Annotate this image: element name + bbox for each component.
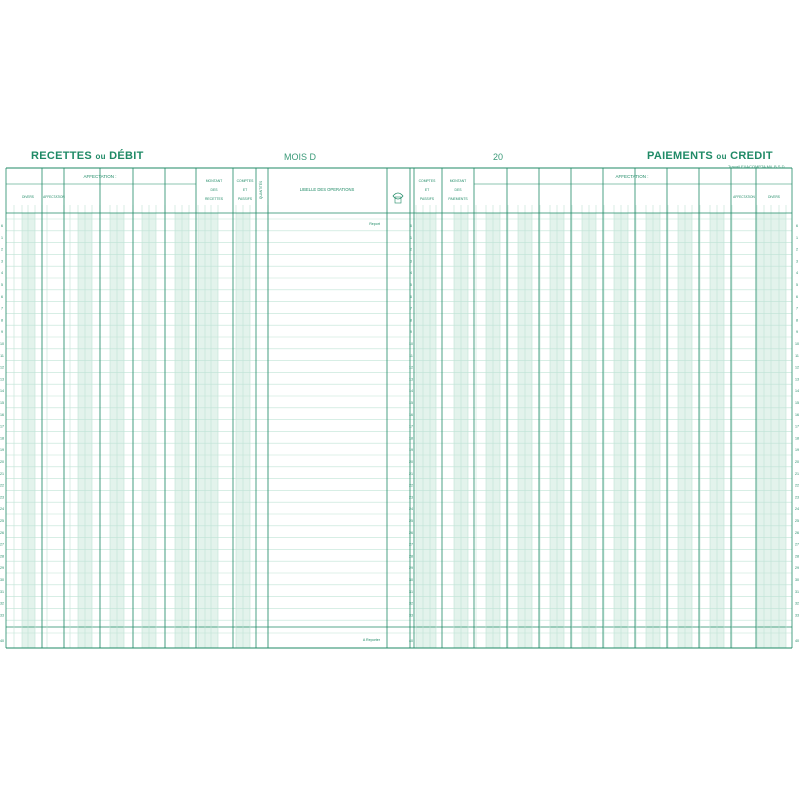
right-affectation-header: AFFECTATION :	[615, 174, 649, 179]
row-number: 31	[409, 589, 413, 594]
left-montant-header: RECETTES	[204, 197, 224, 201]
right-montant-header: PAIEMENTS	[448, 197, 468, 201]
row-number: 18	[0, 436, 4, 441]
row-number: 33	[795, 613, 799, 618]
row-number: 30	[409, 578, 413, 582]
row-number: 19	[795, 448, 799, 453]
row-number-total: 40	[795, 639, 799, 643]
row-number: 3	[1, 259, 3, 264]
row-number: 15	[409, 401, 413, 405]
left-comptes-header: PASSIFS	[237, 197, 253, 201]
left-comptes-header: COMPTES	[236, 179, 254, 183]
row-number: 29	[0, 566, 4, 571]
row-number: 8	[410, 318, 412, 323]
row-number: 6	[410, 224, 412, 228]
row-number: 4	[410, 271, 412, 276]
row-number: 1	[796, 235, 798, 240]
row-number: 10	[795, 342, 799, 346]
payments-title: PAIEMENTS ou CREDIT	[647, 150, 773, 162]
receipts-title: RECETTES ou DÉBIT	[31, 150, 144, 162]
row-number: 6	[1, 294, 3, 299]
row-number: 13	[0, 377, 4, 382]
row-number: 2	[410, 247, 412, 252]
row-number: 4	[1, 271, 3, 276]
row-number: 22	[409, 483, 413, 488]
row-number: 26	[0, 530, 4, 535]
left-affectation-header: AFFECTATION :	[83, 174, 117, 179]
row-number: 19	[0, 448, 4, 453]
row-number: 12	[409, 365, 413, 370]
row-number: 7	[1, 306, 3, 311]
row-number: 3	[410, 259, 412, 264]
row-number: 25	[409, 519, 413, 523]
row-number: 31	[0, 589, 4, 594]
left-divers-header: DIVERS	[22, 195, 34, 199]
row-number: 29	[409, 566, 413, 571]
row-number: 33	[0, 613, 4, 618]
row-number: 8	[796, 318, 798, 323]
row-number: 17	[0, 424, 4, 429]
row-number: 15	[0, 401, 4, 405]
libelle-header: LIBELLE DES OPERATIONS	[299, 187, 355, 192]
row-number: 7	[796, 306, 798, 311]
right-comptes-header: COMPTES	[418, 179, 436, 183]
row-number: 22	[0, 483, 4, 488]
row-number: 1	[410, 235, 412, 240]
left-comptes-header: ET	[242, 188, 248, 192]
row-number: 12	[795, 365, 799, 370]
row-number: 17	[409, 424, 413, 429]
row-number: 25	[0, 519, 4, 523]
row-number: 6	[796, 224, 798, 228]
row-number: 14	[0, 389, 4, 394]
quantities-header: QUANTITÉS	[259, 180, 263, 200]
row-number: 30	[795, 578, 799, 582]
row-number: 4	[796, 271, 798, 276]
row-number: 22	[795, 483, 799, 488]
a-reporter-label: A Reporter	[362, 638, 380, 642]
row-number: 26	[409, 530, 413, 535]
row-number-total: 40	[409, 639, 413, 643]
row-number: 19	[409, 448, 413, 453]
report-label: Report	[369, 222, 380, 226]
row-number: 25	[795, 519, 799, 523]
row-number: 12	[0, 365, 4, 370]
row-number: 15	[795, 401, 799, 405]
row-number: 9	[410, 330, 412, 335]
row-number: 14	[409, 389, 413, 394]
row-number: 14	[795, 389, 799, 394]
row-number: 27	[409, 542, 413, 547]
row-number: 6	[796, 294, 798, 299]
right-divers-header: DIVERS	[768, 195, 780, 199]
row-number: 10	[0, 342, 4, 346]
year-label: 20	[493, 152, 504, 162]
row-number: 11	[409, 353, 413, 358]
row-number: 8	[1, 318, 3, 323]
row-number: 24	[795, 507, 799, 512]
left-montant-header: DES	[210, 188, 218, 192]
right-affectation-col: AFFECTATION	[733, 195, 755, 199]
row-number: 7	[410, 306, 412, 311]
row-number: 23	[795, 495, 799, 500]
logo-icon	[393, 193, 403, 199]
row-number: 6	[1, 224, 3, 228]
row-number: 9	[1, 330, 3, 335]
logo-icon-base	[395, 197, 401, 203]
row-number: 24	[0, 507, 4, 512]
right-montant-header: MONTANT	[449, 179, 467, 183]
row-number: 32	[409, 601, 413, 606]
left-montant-header: MONTANT	[205, 179, 223, 183]
row-number: 20	[0, 460, 4, 464]
row-number: 33	[409, 613, 413, 618]
publisher-reference: Travail EXACOMPTA Mil. B.S.D	[728, 164, 785, 169]
row-number: 31	[795, 589, 799, 594]
row-number: 10	[409, 342, 413, 346]
row-number: 16	[409, 412, 413, 417]
right-montant-header: DES	[454, 188, 462, 192]
row-number: 30	[0, 578, 4, 582]
row-number: 5	[796, 283, 798, 287]
row-number: 2	[1, 247, 3, 252]
row-number: 11	[0, 353, 4, 358]
row-number: 29	[795, 566, 799, 571]
row-number: 5	[1, 283, 3, 287]
month-label: MOIS D	[284, 152, 317, 162]
row-number: 26	[795, 530, 799, 535]
row-number: 13	[795, 377, 799, 382]
row-number: 23	[409, 495, 413, 500]
row-number: 20	[795, 460, 799, 464]
row-number: 2	[796, 247, 798, 252]
left-affectation-col: AFFECTATION	[43, 195, 65, 199]
row-number: 27	[795, 542, 799, 547]
right-comptes-header: PASSIFS	[419, 197, 435, 201]
row-number: 11	[795, 353, 799, 358]
row-number: 16	[0, 412, 4, 417]
row-number: 18	[795, 436, 799, 441]
row-number: 32	[795, 601, 799, 606]
right-comptes-header: ET	[424, 188, 430, 192]
row-number: 21	[0, 471, 4, 476]
row-number: 21	[409, 471, 413, 476]
row-number: 21	[795, 471, 799, 476]
row-number: 23	[0, 495, 4, 500]
row-number: 17	[795, 424, 799, 429]
row-number: 6	[410, 294, 412, 299]
row-number: 28	[795, 554, 799, 559]
row-number: 18	[409, 436, 413, 441]
row-number: 16	[795, 412, 799, 417]
row-number: 28	[409, 554, 413, 559]
row-number-total: 40	[0, 639, 4, 643]
row-number: 28	[0, 554, 4, 559]
row-number: 13	[409, 377, 413, 382]
row-number: 5	[410, 283, 412, 287]
row-number: 3	[796, 259, 798, 264]
row-number: 9	[796, 330, 798, 335]
row-number: 27	[0, 542, 4, 547]
row-number: 24	[409, 507, 413, 512]
row-number: 1	[1, 235, 3, 240]
row-number: 20	[409, 460, 413, 464]
row-number: 32	[0, 601, 4, 606]
